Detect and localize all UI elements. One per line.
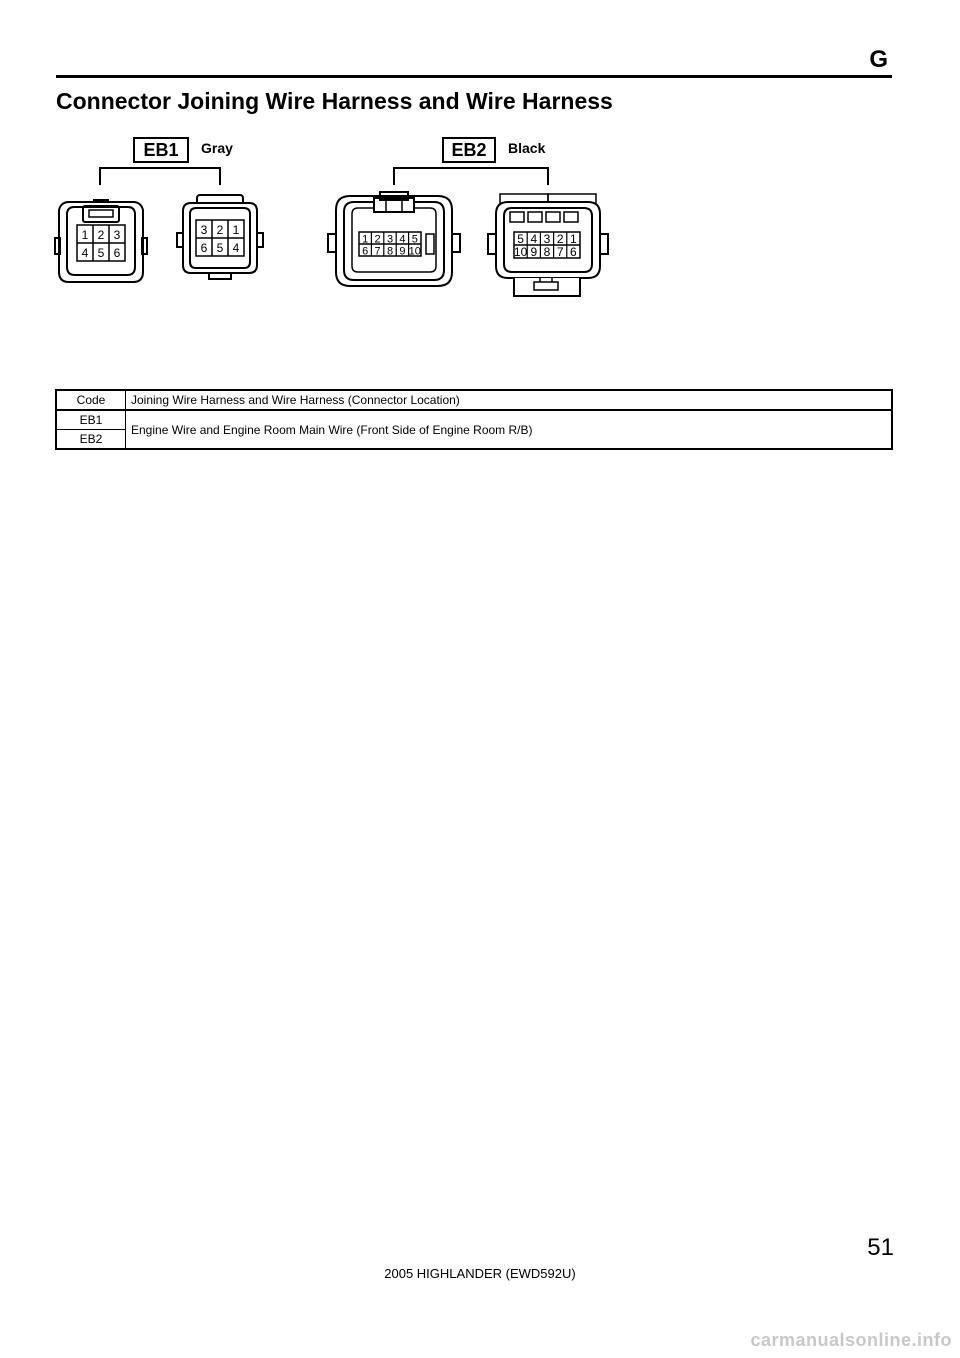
- page-title: Connector Joining Wire Harness and Wire Harness: [56, 88, 613, 114]
- pin-label: 1: [570, 232, 577, 246]
- pin-label: 2: [97, 228, 105, 242]
- table-header-code: Code: [56, 390, 126, 410]
- pin-label: 2: [556, 232, 564, 246]
- pin-label: 6: [362, 245, 369, 258]
- table-cell-code: EB1: [56, 410, 126, 430]
- pin-label: 4: [81, 246, 89, 260]
- pin-grid-eb1-male: [77, 225, 125, 261]
- pin-label: 4: [232, 241, 240, 255]
- pin-label: 8: [386, 245, 394, 258]
- pin-label: 6: [200, 241, 208, 255]
- pin-label: 6: [113, 246, 121, 260]
- pin-label: 1: [232, 223, 240, 237]
- header-rule: [56, 75, 892, 78]
- pin-label: 9: [530, 245, 538, 259]
- table-header-row: [56, 390, 892, 410]
- pin-label: 4: [530, 232, 538, 246]
- pin-grid-eb1-female: [196, 220, 244, 256]
- pin-label: 10: [513, 245, 528, 259]
- pin-label: 1: [81, 228, 89, 242]
- connector-color-eb2: Black: [508, 140, 546, 156]
- connector-color-eb1: Gray: [201, 140, 233, 156]
- table-cell-code: EB2: [56, 430, 126, 450]
- connector-bracket-eb1: [99, 167, 221, 185]
- table-header-description: Joining Wire Harness and Wire Harness (Connector Location): [126, 390, 893, 410]
- connector-table: [55, 389, 893, 450]
- pin-label: 5: [97, 246, 105, 260]
- pin-label: 5: [517, 232, 524, 246]
- connector-bracket-eb2: [393, 167, 549, 185]
- pin-grid-eb2-male: [359, 232, 421, 258]
- table-cell-description: Engine Wire and Engine Room Main Wire (Front Side of Engine Room R/B): [126, 410, 893, 449]
- connector-eb1-female: [175, 193, 265, 283]
- pin-label: 6: [570, 245, 577, 259]
- pin-label: 1: [362, 233, 369, 246]
- pin-label: 10: [408, 245, 421, 258]
- pin-label: 2: [216, 223, 224, 237]
- page-number: 51: [867, 1234, 894, 1261]
- pin-label: 3: [543, 232, 551, 246]
- pin-label: 2: [374, 233, 381, 246]
- pin-grid-eb2-female: [514, 232, 580, 259]
- pin-label: 9: [399, 245, 406, 258]
- pin-label: 7: [556, 245, 564, 259]
- pin-label: 5: [411, 233, 418, 246]
- connector-eb2-female: [488, 190, 610, 302]
- connector-eb1-male: [55, 196, 147, 286]
- watermark: carmanualsonline.info: [750, 1330, 952, 1350]
- pin-label: 3: [113, 228, 121, 242]
- pin-label: 5: [216, 241, 224, 255]
- connector-eb2-male: [328, 190, 460, 290]
- pin-label: 3: [386, 233, 394, 246]
- connector-code-eb2: EB2: [442, 137, 496, 163]
- pin-label: 8: [543, 245, 551, 259]
- section-letter: G: [869, 46, 888, 73]
- pin-label: 7: [374, 245, 381, 258]
- pin-label: 4: [399, 233, 406, 246]
- table-row: [56, 410, 892, 430]
- footer-model: 2005 HIGHLANDER (EWD592U): [384, 1266, 576, 1281]
- pin-label: 3: [200, 223, 208, 237]
- connector-code-eb1: EB1: [133, 137, 189, 163]
